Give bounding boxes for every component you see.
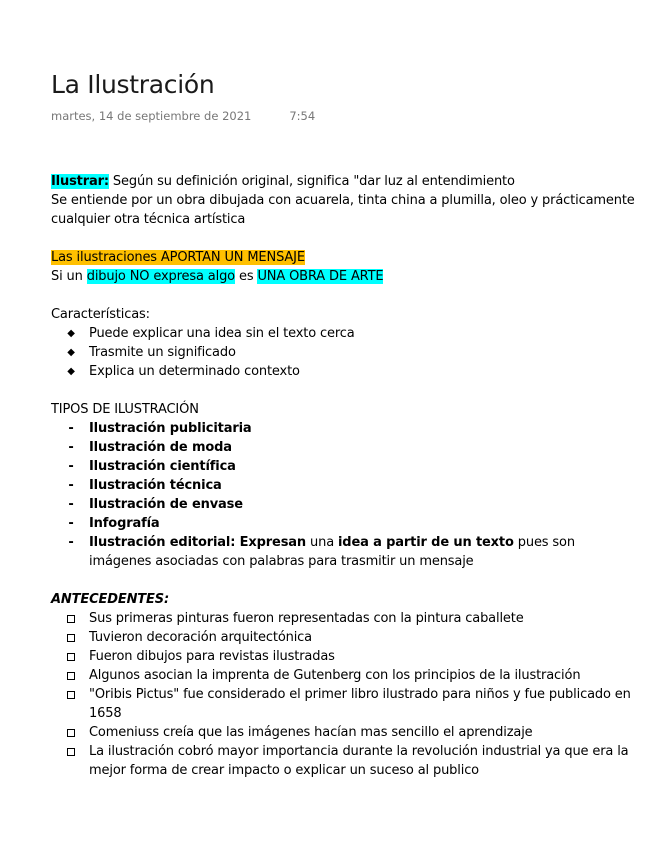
checkbox-icon[interactable]	[67, 691, 75, 699]
list-item: - Ilustración editorial: Expresan una idea a partir de un texto pues son imágenes asociadas con palabras para trasmitir un mensaje	[51, 533, 635, 571]
list-item: Algunos asocian la imprenta de Gutenberg con los principios de la ilustración	[51, 666, 635, 685]
checkbox-icon[interactable]	[67, 748, 75, 756]
dash-icon: -	[68, 497, 74, 512]
dash-icon: -	[68, 440, 74, 455]
message-line-2: Si un dibujo NO expresa algo es UNA OBRA DE ARTE	[51, 269, 384, 284]
list-item: ◆ Explica un determinado contexto	[51, 362, 635, 381]
checkbox-icon[interactable]	[67, 615, 75, 623]
list-item: - Ilustración de envase	[51, 495, 635, 514]
list-item: - Infografía	[51, 514, 635, 533]
list-item: Sus primeras pinturas fueron representadas con la pintura caballete	[51, 609, 635, 628]
dash-icon: -	[68, 535, 74, 550]
list-item: - Ilustración publicitaria	[51, 419, 635, 438]
dash-icon: -	[68, 459, 74, 474]
list-item: - Ilustración científica	[51, 457, 635, 476]
intro-line-2: Se entiende por un obra dibujada con acuarela, tinta china a plumilla, oleo y prácticamente cualquier otra técnica artística	[51, 193, 635, 227]
tipos-list	[51, 419, 635, 571]
tipos-heading: TIPOS DE ILUSTRACIÓN	[51, 402, 199, 417]
antecedentes-list	[51, 609, 635, 780]
bullet-icon: ◆	[67, 328, 75, 339]
dash-icon: -	[68, 421, 74, 436]
checkbox-icon[interactable]	[67, 729, 75, 737]
dash-icon: -	[68, 478, 74, 493]
list-item: Tuvieron decoración arquitectónica	[51, 628, 635, 647]
list-item: Fueron dibujos para revistas ilustradas	[51, 647, 635, 666]
term-ilustrar: Ilustrar:	[51, 174, 109, 189]
bullet-icon: ◆	[67, 347, 75, 358]
checkbox-icon[interactable]	[67, 672, 75, 680]
message-line-1: Las ilustraciones APORTAN UN MENSAJE	[51, 250, 305, 265]
dash-icon: -	[68, 516, 74, 531]
checkbox-icon[interactable]	[67, 653, 75, 661]
note-body[interactable]	[51, 172, 635, 780]
list-item: "Oribis Pictus" fue considerado el primer libro ilustrado para niños y fue publicado en 1658	[51, 685, 635, 723]
checkbox-icon[interactable]	[67, 634, 75, 642]
bullet-icon: ◆	[67, 366, 75, 377]
list-item: - Ilustración de moda	[51, 438, 635, 457]
list-item: Comeniuss creía que las imágenes hacían mas sencillo el aprendizaje	[51, 723, 635, 742]
caracteristicas-heading: Características:	[51, 307, 150, 322]
page-metadata	[51, 109, 315, 123]
page-title[interactable]: La Ilustración	[51, 70, 215, 99]
list-item: - Ilustración técnica	[51, 476, 635, 495]
intro-line-1: Ilustrar: Según su definición original, significa "dar luz al entendimiento	[51, 174, 515, 189]
page-date: martes, 14 de septiembre de 2021	[51, 109, 252, 123]
list-item: ◆ Trasmite un significado	[51, 343, 635, 362]
list-item: La ilustración cobró mayor importancia durante la revolución industrial ya que era la mejor forma de crear impacto o explicar un suceso al publico	[51, 742, 635, 780]
antecedentes-heading: ANTECEDENTES:	[51, 592, 170, 607]
caracteristicas-list	[51, 324, 635, 381]
page-time: 7:54	[289, 109, 316, 123]
list-item: ◆ Puede explicar una idea sin el texto cerca	[51, 324, 635, 343]
